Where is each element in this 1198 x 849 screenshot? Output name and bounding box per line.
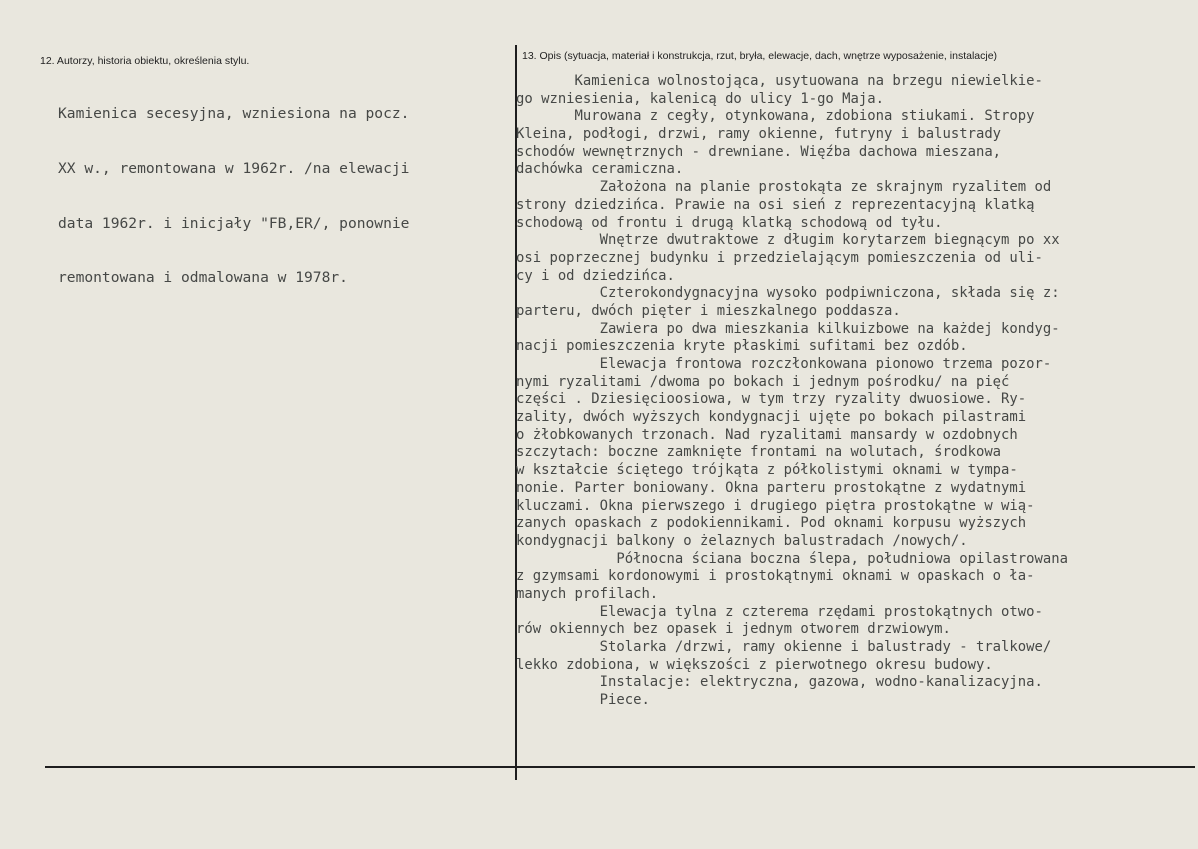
- section-13-line: dachówka ceramiczna.: [516, 161, 684, 178]
- section-13-line: cy i od dziedzińca.: [516, 267, 675, 284]
- section-13-line: rów okiennych bez opasek i jednym otworem drzwiowym.: [516, 621, 951, 638]
- section-13-line: części . Dziesięcioosiowa, w tym trzy ryzality dwuosiowe. Ry-: [516, 391, 1027, 408]
- bottom-rule: [45, 766, 1195, 768]
- section-13-line: nacji pomieszczenia kryte płaskimi sufitami bez ozdób.: [516, 338, 968, 355]
- section-13-line: Założona na planie prostokąta ze skrajnym ryzalitem od: [516, 179, 1052, 196]
- section-12-line: remontowana i odmalowana w 1978r.: [58, 269, 348, 287]
- section-13-line: osi poprzecznej budynku i przedzielającym pomieszczenia od uli-: [516, 249, 1043, 266]
- section-12-line: XX w., remontowana w 1962r. /na elewacji: [58, 160, 410, 177]
- section-13-line: Czterokondygnacyjna wysoko podpiwniczona, składa się z:: [516, 285, 1060, 302]
- section-12-line: Kamienica secesyjna, wzniesiona na pocz.: [58, 105, 410, 123]
- section-13-line: Piece.: [516, 692, 650, 709]
- section-13-line: Elewacja frontowa rozczłonkowana pionowo trzema pozor-: [516, 356, 1052, 372]
- section-13-line: Stolarka /drzwi, ramy okienne i balustrady - tralkowe/: [516, 639, 1052, 655]
- section-13-line: kluczami. Okna pierwszego i drugiego piętra prostokątne w wią-: [516, 497, 1035, 514]
- section-13-line: manych profilach.: [516, 585, 659, 602]
- section-12-heading: 12. Autorzy, historia obiektu, określenia stylu.: [40, 55, 250, 67]
- section-13-text: [516, 73, 1068, 710]
- section-13-heading: 13. Opis (sytuacja, materiał i konstrukcja, rzut, bryła, elewacje, dach, wnętrze wyposażenie, instalacje): [522, 50, 998, 62]
- section-13-line: go wzniesienia, kalenicą do ulicy 1-go Maja.: [516, 90, 884, 107]
- section-13-line: schodów wewnętrznych - drewniane. Więźba dachowa mieszana,: [516, 143, 1002, 160]
- section-13-line: w kształcie ściętego trójkąta z półkolistymi oknami w tympa-: [516, 462, 1018, 479]
- section-13-line: o żłobkowanych trzonach. Nad ryzalitami mansardy w ozdobnych: [516, 426, 1018, 443]
- section-13-line: kondygnacji balkony o żelaznych balustradach /nowych/.: [516, 532, 968, 549]
- section-13-line: szczytach: boczne zamknięte frontami na wolutach, środkowa: [516, 444, 1002, 461]
- section-13-line: Północna ściana boczna ślepa, południowa opilastrowana: [516, 550, 1068, 567]
- section-13-line: parteru, dwóch pięter i mieszkalnego poddasza.: [516, 302, 901, 319]
- section-13-line: Kleina, podłogi, drzwi, ramy okienne, futryny i balustrady: [516, 126, 1002, 143]
- section-12-text: [58, 69, 409, 324]
- section-13-line: Zawiera po dwa mieszkania kilkuizbowe na każdej kondyg-: [516, 320, 1060, 337]
- section-13-line: z gzymsami kordonowymi i prostokątnymi oknami w opaskach o ła-: [516, 568, 1035, 585]
- section-13-line: strony dziedzińca. Prawie na osi sień z reprezentacyjną klatką: [516, 196, 1035, 213]
- section-13-line: Instalacje: elektryczna, gazowa, wodno-kanalizacyjna.: [516, 674, 1043, 691]
- section-13-line: zality, dwóch wyższych kondygnacji ujęte po bokach pilastrami: [516, 409, 1027, 426]
- section-13-line: Murowana z cegły, otynkowana, zdobiona stiukami. Stropy: [516, 108, 1035, 125]
- section-13-line: nonie. Parter boniowany. Okna parteru prostokątne z wydatnymi: [516, 479, 1027, 496]
- section-13-line: Elewacja tylna z czterema rzędami prostokątnych otwo-: [516, 603, 1043, 620]
- section-13-line: Kamienica wolnostojąca, usytuowana na brzegu niewielkie-: [516, 73, 1043, 89]
- section-13-line: schodową od frontu i drugą klatką schodową od tyłu.: [516, 214, 943, 231]
- section-13-line: nymi ryzalitami /dwoma po bokach i jednym pośrodku/ na pięć: [516, 373, 1010, 390]
- section-12-line: data 1962r. i inicjały "FB,ER/, ponownie: [58, 214, 410, 232]
- section-13-line: lekko zdobiona, w większości z pierwotnego okresu budowy.: [516, 656, 993, 673]
- section-13-line: Wnętrze dwutraktowe z długim korytarzem biegnącym po xx: [516, 232, 1060, 249]
- section-13-line: zanych opaskach z podokiennikami. Pod oknami korpusu wyższych: [516, 515, 1027, 532]
